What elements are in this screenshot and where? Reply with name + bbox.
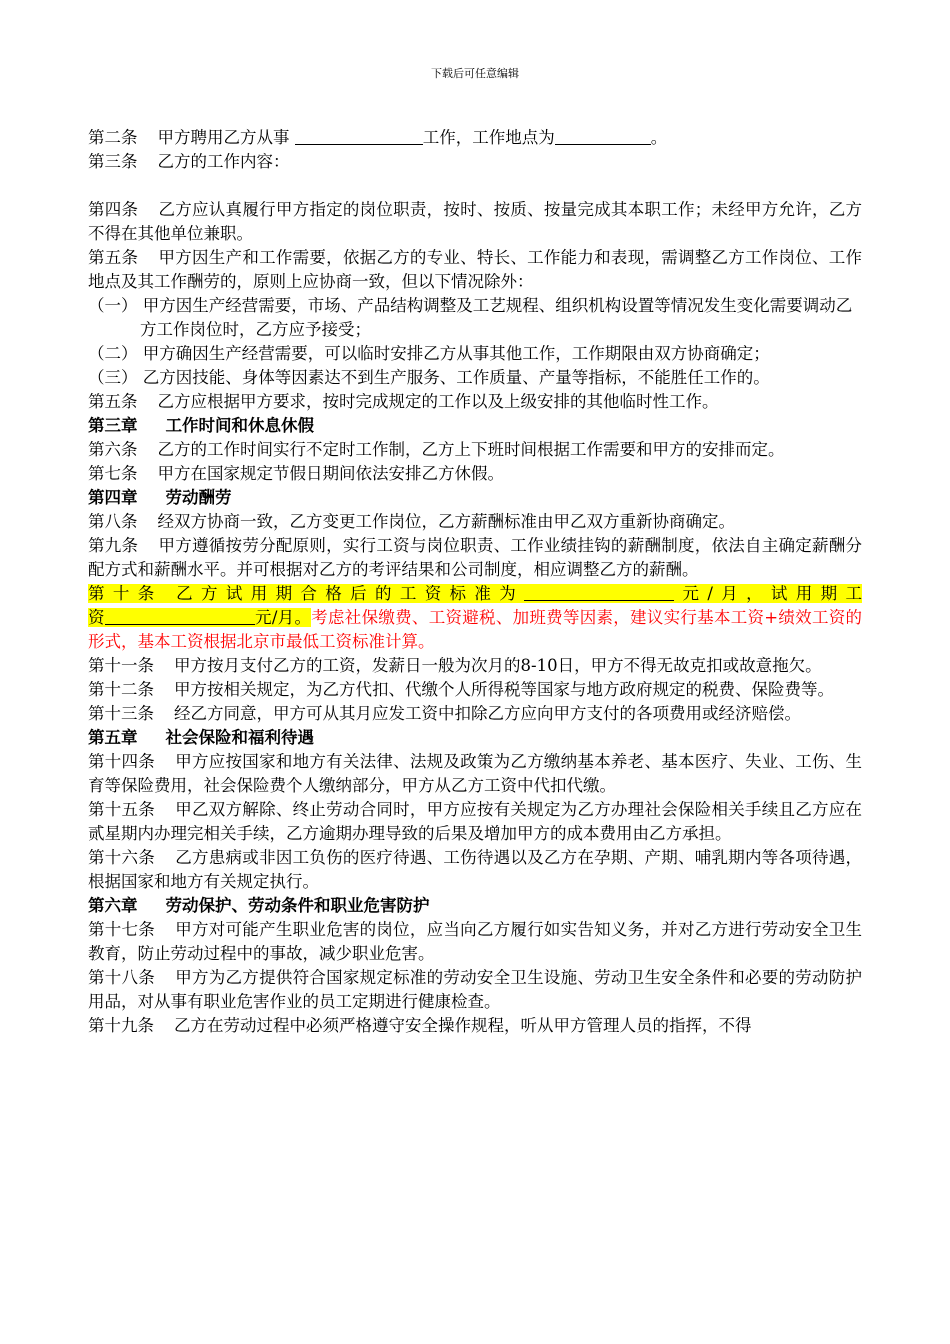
salary-note: 考虑社保缴费、工资避税、加班费等因素，建议实行基本工资+绩效工资的形式，基本工资根据北京市最低工资标准计算。 [88, 608, 863, 651]
article-4: 第四条 乙方应认真履行甲方指定的岗位职责，按时、按质、按量完成其本职工作；未经甲方允许，乙方不得在其他单位兼职。 [88, 200, 863, 243]
article-19: 第十九条 乙方在劳动过程中必须严格遵守安全操作规程，听从甲方管理人员的指挥，不得 [88, 1016, 752, 1035]
item-1: （一） 甲方因生产经营需要，市场、产品结构调整及工艺规程、组织机构设置等情况发生变化需要调动乙方工作岗位时，乙方应予接受； [88, 296, 853, 339]
article-7: 第七条 甲方在国家规定节假日期间依法安排乙方休假。 [88, 464, 504, 483]
chapter-6: 第六章 劳动保护、劳动条件和职业危害防护 [88, 896, 430, 915]
document-body [88, 126, 862, 1038]
article-18: 第十八条 甲方为乙方提供符合国家规定标准的劳动安全卫生设施、劳动卫生安全条件和必要的劳动防护用品，对从事有职业危害作业的员工定期进行健康检查。 [88, 968, 863, 1011]
article-16: 第十六条 乙方患病或非因工负伤的医疗待遇、工伤待遇以及乙方在孕期、产期、哺乳期内等各项待遇，根据国家和地方有关规定执行。 [88, 848, 863, 891]
article-8: 第八条 经双方协商一致，乙方变更工作岗位，乙方薪酬标准由甲乙双方重新协商确定。 [88, 512, 735, 531]
item-3: （三） 乙方因技能、身体等因素达不到生产服务、工作质量、产量等指标，不能胜任工作的。 [88, 368, 770, 387]
blank-trial-salary [105, 606, 255, 625]
article-5b: 第五条 乙方应根据甲方要求，按时完成规定的工作以及上级安排的其他临时性工作。 [88, 392, 719, 411]
article-12: 第十二条 甲方按相关规定，为乙方代扣、代缴个人所得税等国家与地方政府规定的税费、保险费等。 [88, 680, 834, 699]
article-13: 第十三条 经乙方同意，甲方可从其月应发工资中扣除乙方应向甲方支付的各项费用或经济赔偿。 [88, 704, 801, 723]
article-11: 第十一条 甲方按月支付乙方的工资，发薪日一般为次月的8-10日，甲方不得无故克扣或故意拖欠。 [88, 656, 822, 675]
article-10-line-1: 第十条 乙方试用期合格后的工资标准为 元/月，试用期工 [88, 584, 862, 603]
article-6: 第六条 乙方的工作时间实行不定时工作制，乙方上下班时间根据工作需要和甲方的安排而定。 [88, 440, 785, 459]
item-2: （二） 甲方确因生产经营需要，可以临时安排乙方从事其他工作，工作期限由双方协商确定； [88, 344, 770, 363]
chapter-4: 第四章 劳动酬劳 [88, 488, 232, 507]
article-3: 第三条 乙方的工作内容： [88, 152, 290, 171]
article-5: 第五条 甲方因生产和工作需要，依据乙方的专业、特长、工作能力和表现，需调整乙方工作岗位、工作地点及其工作酬劳的，原则上应协商一致，但以下情况除外： [88, 248, 863, 291]
article-9: 第九条 甲方遵循按劳分配原则，实行工资与岗位职责、工作业绩挂钩的薪酬制度，依法自主确定薪酬分配方式和薪酬水平。并可根据对乙方的考评结果和公司制度，相应调整乙方的薪酬。 [88, 536, 863, 579]
blank-salary [524, 582, 674, 601]
chapter-3: 第三章 工作时间和休息休假 [88, 416, 314, 435]
article-10-line-2: 资 元/月。考虑社保缴费、工资避税、加班费等因素，建议实行基本工资+绩效工资的形式，基本工资根据北京市最低工资标准计算。 [88, 608, 863, 651]
blank-location [555, 126, 651, 145]
blank-work [295, 126, 423, 145]
page-header: 下载后可任意编辑 [431, 67, 519, 80]
article-2: 第二条 甲方聘用乙方从事 工作，工作地点为 。 [88, 128, 668, 147]
article-17: 第十七条 甲方对可能产生职业危害的岗位，应当向乙方履行如实告知义务，并对乙方进行劳动安全卫生教育，防止劳动过程中的事故，减少职业危害。 [88, 920, 863, 963]
chapter-5: 第五章 社会保险和福利待遇 [88, 728, 314, 747]
article-14: 第十四条 甲方应按国家和地方有关法律、法规及政策为乙方缴纳基本养老、基本医疗、失业、工伤、生育等保险费用，社会保险费个人缴纳部分，甲方从乙方工资中代扣代缴。 [88, 752, 863, 795]
article-15: 第十五条 甲乙双方解除、终止劳动合同时，甲方应按有关规定为乙方办理社会保险相关手续且乙方应在贰星期内办理完相关手续，乙方逾期办理导致的后果及增加甲方的成本费用由乙方承担。 [88, 800, 863, 843]
